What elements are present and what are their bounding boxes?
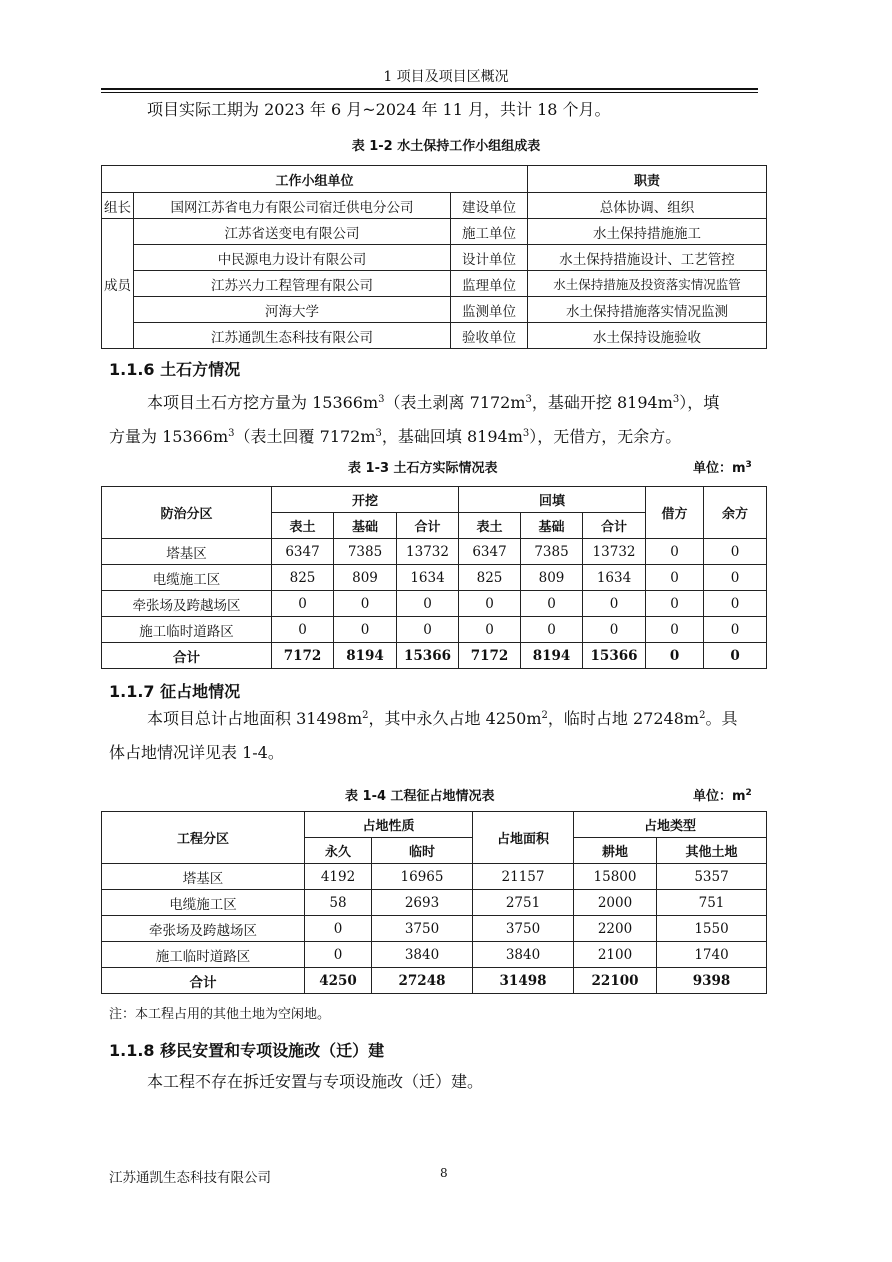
section-1-1-7-paragraph-line2: 体占地情况详见表 1-4。 [109,743,284,762]
duty-cell: 水土保持措施施工 [528,219,767,245]
table-row [102,245,767,271]
zone-cell: 牵张场及跨越场区 [102,591,272,617]
table-row [102,219,767,245]
total-cell: 15366 [583,643,646,669]
zone-cell: 施工临时道路区 [102,617,272,643]
running-header: 1 项目及项目区概况 [383,69,509,85]
value-cell: 0 [704,565,767,591]
value-cell: 6347 [459,539,521,565]
table-1-4-header-type: 占地类型 [574,812,767,838]
table-1-3 [101,486,767,669]
value-cell: 809 [334,565,397,591]
value-cell: 15800 [574,864,657,890]
zone-cell: 塔基区 [102,539,272,565]
total-cell: 27248 [372,968,473,994]
duty-cell: 水土保持措施及投资落实情况监管 [528,271,767,297]
value-cell: 1550 [657,916,767,942]
section-1-1-6-paragraph-line2: 方量为 $15366m^3$（表土回覆 $7172m^3$，基础回填 $8194m^3$），无借方，无余方。 [109,427,682,446]
value-cell: 0 [334,591,397,617]
value-cell: 0 [704,591,767,617]
table-1-3-header-surplus: 余方 [704,487,767,539]
table-1-2-header-duty: 职责 [528,166,767,193]
value-cell: 58 [305,890,372,916]
value-cell: 2000 [574,890,657,916]
table-1-4-unit: 单位：$m^2$ [693,788,752,804]
value-cell: 3840 [372,942,473,968]
value-cell: 0 [646,617,704,643]
value-cell: 1634 [583,565,646,591]
value-cell: 0 [521,617,583,643]
duty-cell: 水土保持设施验收 [528,323,767,349]
group-member-label: 成员 [102,219,134,349]
table-1-3-subheader: 表土 [459,513,521,539]
value-cell: 0 [459,591,521,617]
total-cell: 8194 [521,643,583,669]
value-cell: 6347 [272,539,334,565]
value-cell: 0 [459,617,521,643]
value-cell: 3750 [473,916,574,942]
zone-cell: 电缆施工区 [102,890,305,916]
table-total-row [102,643,767,669]
value-cell: 0 [583,591,646,617]
value-cell: 0 [521,591,583,617]
unit-cell: 江苏通凯生态科技有限公司 [134,323,451,349]
value-cell: 16965 [372,864,473,890]
table-row [102,864,767,890]
role-cell: 施工单位 [451,219,528,245]
footer-company: 江苏通凯生态科技有限公司 [109,1170,271,1186]
table-1-4-subheader: 永久 [305,838,372,864]
table-total-row [102,968,767,994]
section-1-1-7-heading: 1.1.7 征占地情况 [109,682,241,701]
value-cell: 825 [459,565,521,591]
total-cell: 4250 [305,968,372,994]
total-cell: 7172 [272,643,334,669]
table-1-3-subheader: 表土 [272,513,334,539]
table-row [102,591,767,617]
section-1-1-6-paragraph-line1: 本项目土石方挖方量为 $15366m^3$（表土剥离 $7172m^3$，基础开挖 $8194m^3$），填 [147,393,720,412]
table-1-2-header-unit: 工作小组单位 [102,166,528,193]
role-cell: 验收单位 [451,323,528,349]
unit-cell: 中民源电力设计有限公司 [134,245,451,271]
value-cell: 0 [397,591,459,617]
section-1-1-8-paragraph: 本工程不存在拆迁安置与专项设施改（迁）建。 [147,1072,484,1091]
table-1-4-subheader: 耕地 [574,838,657,864]
total-cell: 7172 [459,643,521,669]
table-1-4-header-area: 占地面积 [473,812,574,864]
header-rule-thick [101,88,758,90]
table-1-3-header-fill: 回填 [459,487,646,513]
value-cell: 0 [704,539,767,565]
value-cell: 2751 [473,890,574,916]
page-number: 8 [440,1166,448,1180]
table-1-4-header-nature: 占地性质 [305,812,473,838]
unit-cell: 江苏省送变电有限公司 [134,219,451,245]
value-cell: 0 [305,916,372,942]
table-row [102,942,767,968]
value-cell: 809 [521,565,583,591]
intro-paragraph: 项目实际工期为 2023 年 6 月~2024 年 11 月，共计 18 个月。 [147,100,611,119]
table-row [102,539,767,565]
role-cell: 建设单位 [451,193,528,219]
section-1-1-7-paragraph-line1: 本项目总计占地面积 $31498m^2$，其中永久占地 $4250m^2$，临时占地 $27248m^2$。具 [147,709,738,728]
value-cell: 751 [657,890,767,916]
zone-cell: 塔基区 [102,864,305,890]
duty-cell: 总体协调、组织 [528,193,767,219]
unit-cell: 国网江苏省电力有限公司宿迁供电分公司 [134,193,451,219]
role-cell: 监理单位 [451,271,528,297]
total-label: 合计 [102,968,305,994]
table-1-3-subheader: 合计 [397,513,459,539]
table-1-4-subheader: 其他土地 [657,838,767,864]
table-1-2 [101,165,767,349]
value-cell: 0 [583,617,646,643]
zone-cell: 施工临时道路区 [102,942,305,968]
value-cell: 0 [646,565,704,591]
total-label: 合计 [102,643,272,669]
value-cell: 21157 [473,864,574,890]
table-1-4-note: 注：本工程占用的其他土地为空闲地。 [109,1007,331,1022]
table-1-3-subheader: 基础 [521,513,583,539]
section-1-1-8-heading: 1.1.8 移民安置和专项设施改（迁）建 [109,1041,385,1060]
table-row [102,617,767,643]
value-cell: 0 [334,617,397,643]
value-cell: 3840 [473,942,574,968]
total-cell: 31498 [473,968,574,994]
table-1-4 [101,811,767,994]
table-1-3-subheader: 基础 [334,513,397,539]
value-cell: 0 [272,617,334,643]
value-cell: 3750 [372,916,473,942]
value-cell: 825 [272,565,334,591]
value-cell: 2200 [574,916,657,942]
value-cell: 2100 [574,942,657,968]
total-cell: 22100 [574,968,657,994]
value-cell: 7385 [334,539,397,565]
value-cell: 7385 [521,539,583,565]
duty-cell: 水土保持措施设计、工艺管控 [528,245,767,271]
section-1-1-6-heading: 1.1.6 土石方情况 [109,360,241,379]
table-1-3-header-zone: 防治分区 [102,487,272,539]
table-1-4-caption: 表 1-4 工程征占地情况表 [345,789,495,804]
unit-cell: 江苏兴力工程管理有限公司 [134,271,451,297]
value-cell: 13732 [583,539,646,565]
value-cell: 0 [646,591,704,617]
table-row [102,323,767,349]
value-cell: 2693 [372,890,473,916]
table-row [102,271,767,297]
value-cell: 0 [397,617,459,643]
value-cell: 1634 [397,565,459,591]
total-cell: 8194 [334,643,397,669]
total-cell: 9398 [657,968,767,994]
table-1-3-header-borrow: 借方 [646,487,704,539]
value-cell: 13732 [397,539,459,565]
total-cell: 0 [704,643,767,669]
zone-cell: 电缆施工区 [102,565,272,591]
table-1-4-subheader: 临时 [372,838,473,864]
table-row [102,565,767,591]
role-cell: 设计单位 [451,245,528,271]
table-1-3-subheader: 合计 [583,513,646,539]
table-1-3-header-excavation: 开挖 [272,487,459,513]
value-cell: 1740 [657,942,767,968]
table-row [102,297,767,323]
table-row [102,916,767,942]
total-cell: 15366 [397,643,459,669]
value-cell: 4192 [305,864,372,890]
value-cell: 0 [272,591,334,617]
zone-cell: 牵张场及跨越场区 [102,916,305,942]
value-cell: 0 [704,617,767,643]
table-1-3-caption: 表 1-3 土石方实际情况表 [348,461,498,476]
total-cell: 0 [646,643,704,669]
header-rule-thin [101,92,758,93]
value-cell: 0 [646,539,704,565]
table-1-2-caption: 表 1-2 水土保持工作小组组成表 [351,139,541,154]
value-cell: 0 [305,942,372,968]
table-1-4-header-zone: 工程分区 [102,812,305,864]
group-leader-label: 组长 [102,193,134,219]
unit-cell: 河海大学 [134,297,451,323]
table-row [102,890,767,916]
value-cell: 5357 [657,864,767,890]
duty-cell: 水土保持措施落实情况监测 [528,297,767,323]
table-1-3-unit: 单位：$m^3$ [693,460,752,476]
table-row [102,193,767,219]
role-cell: 监测单位 [451,297,528,323]
